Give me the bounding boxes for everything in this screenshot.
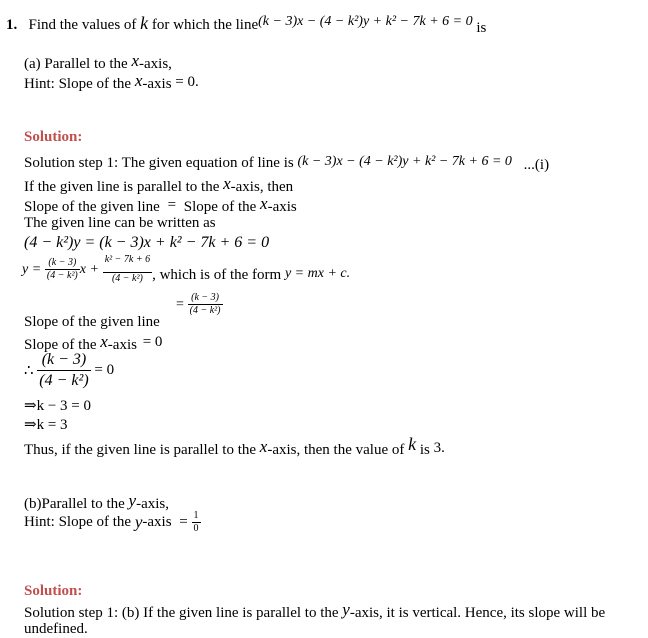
solution-a-line10-frac-num: (k − 3) [41,351,87,368]
solution-a-line6-frac1-num: (k − 3) [48,257,77,268]
part-b-hint-frac-num: 1 [193,510,199,521]
part-b-hint [24,510,201,535]
part-a-hint-val: = 0. [175,74,199,90]
solution-a-line9-pre: Slope of the [24,337,97,353]
solution-a-line10-frac-den: (4 − k²) [39,372,89,389]
solution-a-line7-eq: = [176,297,184,312]
part-b-hint-frac [192,510,201,535]
solution-b-step1-post: -axis, it is vertical. Hence, its slope will be [349,605,606,621]
solution-a-line2-pre: If the given line is parallel to the [24,179,220,195]
question-text-post: is [476,20,487,36]
solution-a-line10-val: = 0 [94,362,115,378]
solution-a-line6-frac2-den: (4 − k²) [103,272,152,285]
solution-a-line3-var: x [260,194,268,213]
question-var-k: k [140,13,149,33]
solution-a-line13-val: 3. [433,440,445,456]
part-a-hint [24,72,199,93]
solution-a-heading: Solution: [24,129,83,145]
part-b-label-text: (b)Parallel to the [24,496,125,512]
solution-a-line10-frac [37,350,90,391]
therefore-symbol: ∴ [24,363,34,379]
solution-a-step1 [24,153,549,174]
solution-a-line11: ⇒k − 3 = 0 [24,398,91,414]
solution-a-line12: ⇒k = 3 [24,417,68,433]
solution-a-line6-text: , which is of the form [152,266,282,283]
question-equation: (k − 3)x − (4 − k²)y + k² − 7k + 6 = 0 [258,14,473,29]
solution-a-step1-ref: ...(i) [523,157,550,173]
solution-a-line3 [24,195,297,216]
solution-a-line7-frac [188,292,223,317]
solution-a-line13-var: x [259,437,268,456]
solution-a-line3-eq: = [167,197,177,213]
solution-a-line7-frac-num: (k − 3) [191,292,220,303]
solution-a-line6 [22,254,350,285]
solution-a-line6-y: y = [22,261,42,277]
part-a-hint-pre: Hint: Slope of the [24,76,132,92]
solution-a-line3-pre: Slope of the given line [24,199,160,215]
question-text-pre: Find the values of [28,17,137,33]
solution-b-step1-var: y [342,600,350,619]
solution-a-step1-pre: Solution step 1: The given equation of line is [24,155,294,171]
part-a-hint-var: x [134,71,143,90]
solution-a-line9-end: -axis [107,337,137,353]
solution-a-line8: Slope of the given line [24,314,160,330]
part-a-label [24,52,172,73]
solution-a-line2-end: -axis, then [230,179,294,195]
part-b-hint-frac-den: 0 [193,523,199,534]
part-a-hint-mid: -axis [142,76,172,92]
part-b-hint-eq: = [179,514,188,530]
solution-a-line5: (4 − k²)y = (k − 3)x + k² − 7k + 6 = 0 [24,234,270,251]
solution-a-line3-post: Slope of the [183,199,257,215]
part-b-hint-mid: -axis [142,514,172,530]
solution-a-line13-pre: Thus, if the given line is parallel to the [24,442,257,458]
part-b-hint-pre: Hint: Slope of the [24,514,132,530]
solution-a-line13 [24,435,445,459]
solution-a-line7 [176,292,223,317]
question-text-mid: for which the line [151,17,259,33]
part-a-var: x [131,51,140,70]
solution-a-line6-form: y = mx + c. [284,265,351,281]
question-line [6,13,486,37]
solution-a-line6-frac1 [45,257,80,282]
solution-a-step1-eq: (k − 3)x − (4 − k²)y + k² − 7k + 6 = 0 [297,154,512,169]
solution-b-heading: Solution: [24,583,83,599]
part-b-var: y [128,491,137,510]
part-a-label-text: (a) Parallel to the [24,56,128,72]
question-number: 1. [6,17,18,33]
part-b-hint-var: y [134,512,143,532]
solution-a-line6-frac2-num: k² − 7k + 6 [104,254,151,265]
solution-a-line6-frac1-den: (4 − k²) [46,270,78,281]
solution-b-step1 [24,601,605,622]
solution-a-line2 [24,175,293,196]
solution-a-line6-x: x + [79,261,99,277]
solution-b-step1-line2: undefined. [24,621,88,637]
solution-a-line9-val: = 0 [142,334,163,350]
solution-b-step1-pre: Solution step 1: (b) If the given line is parallel to the [24,605,339,621]
solution-a-line4: The given line can be written as [24,215,216,231]
solution-a-line9-var: x [100,332,108,351]
solution-a-line2-var: x [223,174,231,193]
solution-a-line7-frac-den: (4 − k²) [189,305,221,316]
solution-a-line13-mid: -axis, then the value of [267,442,405,458]
solution-a-line13-is: is [419,442,430,458]
part-b-label-end: -axis, [136,496,170,512]
solution-a-line13-k: k [408,434,417,454]
part-a-label-end: -axis, [139,56,172,72]
solution-a-line10 [24,350,114,391]
solution-a-line6-frac2 [103,254,152,285]
solution-a-line3-end: -axis [267,199,297,215]
